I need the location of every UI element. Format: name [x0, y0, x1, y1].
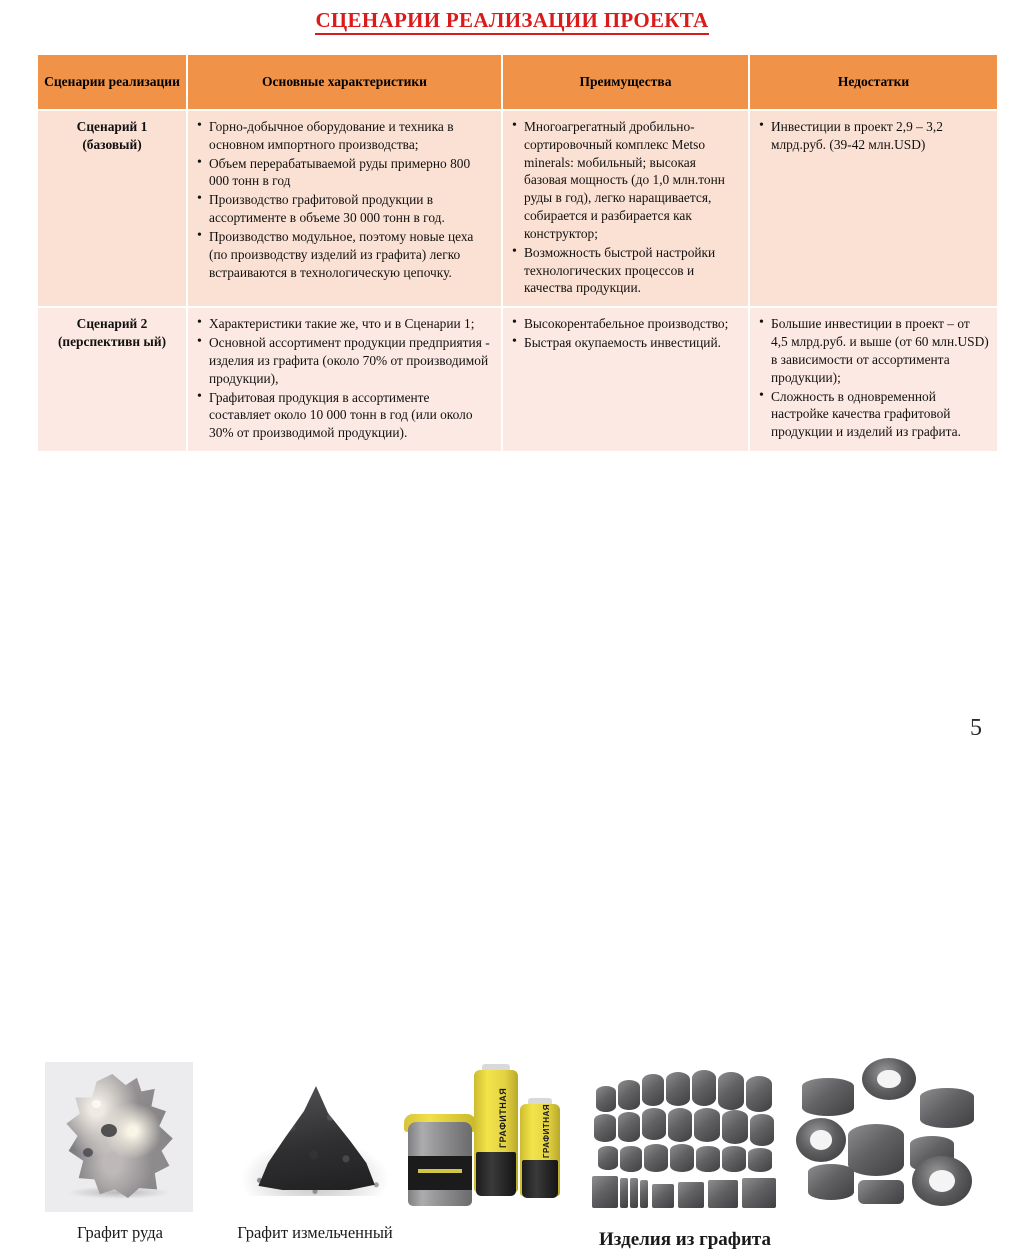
graphite-lubricant-image — [402, 1060, 580, 1212]
table-header-row — [38, 55, 997, 109]
scenario-label: Сценарий 1 (базовый) — [38, 111, 186, 306]
column-header-advantages: Преимущества — [503, 55, 748, 109]
part-ring — [912, 1156, 972, 1206]
list-item: • Производство графитовой продукции в ассортименте в объеме 30 000 тонн в год. — [196, 191, 493, 227]
part-cylinder — [642, 1074, 664, 1106]
part-crucible — [848, 1124, 904, 1176]
caption-crushed-graphite: Графит измельченный — [237, 1223, 393, 1242]
part-cylinder — [696, 1146, 720, 1172]
part-cylinder — [618, 1080, 640, 1110]
part-cylinder — [596, 1086, 616, 1112]
part-rod — [640, 1180, 648, 1208]
column-header-disadvantages: Недостатки — [750, 55, 997, 109]
part-block — [592, 1176, 618, 1208]
part-block — [708, 1180, 738, 1208]
page-title — [0, 8, 1024, 33]
part-cup — [920, 1088, 974, 1128]
column-header-scenario: Сценарии реализации — [38, 55, 186, 109]
scenario-characteristics-cell — [188, 111, 501, 306]
table-row — [38, 308, 997, 451]
list-item: • Горно-добычное оборудование и техника в основном импортного производства; — [196, 118, 493, 154]
list-item: • Производство модульное, поэтому новые цеха (по производству изделий из графита) легко встраиваются в технологическую цепочку. — [196, 228, 493, 281]
scenarios-table-wrapper — [36, 53, 989, 453]
graphite-parts-image-2 — [792, 1052, 990, 1216]
list-item: • Основной ассортимент продукции предприятия - изделия из графита (около 70% от производимой продукции), — [196, 334, 493, 387]
part-cylinder — [718, 1072, 744, 1110]
part-rod — [630, 1178, 638, 1208]
list-item: • Большие инвестиции в проект – от 4,5 млрд.руб. и выше (от 60 млн.USD) в зависимости от ассортимента продукции); — [758, 315, 989, 386]
disadvantages-list — [758, 315, 989, 441]
page-number: 5 — [970, 715, 982, 741]
ore-cavity-icon — [83, 1148, 93, 1157]
part-rod — [620, 1178, 628, 1208]
scenario-disadvantages-cell — [750, 111, 997, 306]
part-cylinder — [722, 1110, 748, 1144]
jar-label-shape — [408, 1156, 472, 1190]
list-item: • Инвестиции в проект 2,9 – 3,2 млрд.руб. (39-42 млн.USD) — [758, 118, 989, 154]
part-cylinder — [644, 1144, 668, 1172]
scenarios-table — [36, 53, 999, 453]
part-cylinder — [746, 1076, 772, 1112]
part-cylinder — [692, 1070, 716, 1106]
list-item: • Многоагрегатный дробильно-сортировочный комплекс Metso minerals: мобильный; высокая базовая мощность (до 1,0 млн.тонн руды в год), легко наращивается, собирается и разбирается как конструктор; — [511, 118, 740, 243]
part-cylinder — [694, 1108, 720, 1142]
scenario-label: Сценарий 2 (перспективн ый) — [38, 308, 186, 451]
tube-cap-shape — [476, 1152, 516, 1196]
list-item: • Объем перерабатываемой руды примерно 800 000 тонн в год — [196, 155, 493, 191]
ore-cavity-icon — [101, 1124, 117, 1137]
disadvantages-list — [758, 118, 989, 154]
list-item: • Высокорентабельное производство; — [511, 315, 740, 333]
table-row — [38, 111, 997, 306]
crushed-graphite-image — [240, 1068, 390, 1208]
graphite-ore-image — [45, 1062, 193, 1212]
part-cylinder — [618, 1112, 640, 1142]
page-title-text: СЦЕНАРИИ РЕАЛИЗАЦИИ ПРОЕКТА — [315, 8, 708, 35]
image-gallery — [0, 520, 1024, 1250]
part-cylinder — [598, 1146, 618, 1170]
column-header-characteristics: Основные характеристики — [188, 55, 501, 109]
part-ring — [862, 1058, 916, 1100]
ore-highlight-icon — [92, 1100, 101, 1108]
caption-graphite-parts: Изделия из графита — [599, 1229, 771, 1250]
list-item: • Быстрая окупаемость инвестиций. — [511, 334, 740, 352]
tube-label-text: ГРАФИТНАЯ — [542, 1103, 551, 1158]
tube-cap-shape — [522, 1160, 558, 1198]
list-item: • Возможность быстрой настройки технологических процессов и качества продукции. — [511, 244, 740, 297]
part-cylinder — [722, 1146, 746, 1172]
part-cylinder — [594, 1114, 616, 1142]
scenario-advantages-cell — [503, 308, 748, 451]
tube-label-text: ГРАФИТНАЯ — [498, 1087, 508, 1148]
graphite-parts-image-1 — [592, 1058, 782, 1216]
caption-graphite-ore: Графит руда — [77, 1223, 163, 1242]
part-block — [858, 1180, 904, 1204]
powder-cone-shape — [256, 1086, 376, 1190]
scenario-disadvantages-cell — [750, 308, 997, 451]
advantages-list — [511, 118, 740, 297]
part-cylinder — [670, 1144, 694, 1172]
part-cylinder — [808, 1164, 854, 1200]
list-item: • Графитовая продукция в ассортименте составляет около 10 000 тонн в год (или около 30% от производимой продукции). — [196, 389, 493, 442]
scenario-advantages-cell — [503, 111, 748, 306]
part-cylinder — [620, 1146, 642, 1172]
list-item: • Сложность в одновременной настройке качества графитовой продукции и изделий из графита. — [758, 388, 989, 441]
scenario-characteristics-cell — [188, 308, 501, 451]
part-cylinder — [666, 1072, 690, 1106]
characteristics-list — [196, 118, 493, 281]
list-item: • Характеристики такие же, что и в Сценарии 1; — [196, 315, 493, 333]
part-cylinder — [642, 1108, 666, 1140]
part-finned-disc — [802, 1078, 854, 1116]
part-block — [742, 1178, 776, 1208]
part-block — [678, 1182, 704, 1208]
part-ring — [796, 1118, 846, 1162]
ore-rock-shape — [63, 1074, 175, 1198]
part-block — [652, 1184, 674, 1208]
part-cylinder — [750, 1114, 774, 1146]
advantages-list — [511, 315, 740, 352]
part-cylinder — [748, 1148, 772, 1172]
characteristics-list — [196, 315, 493, 442]
part-cylinder — [668, 1108, 692, 1142]
